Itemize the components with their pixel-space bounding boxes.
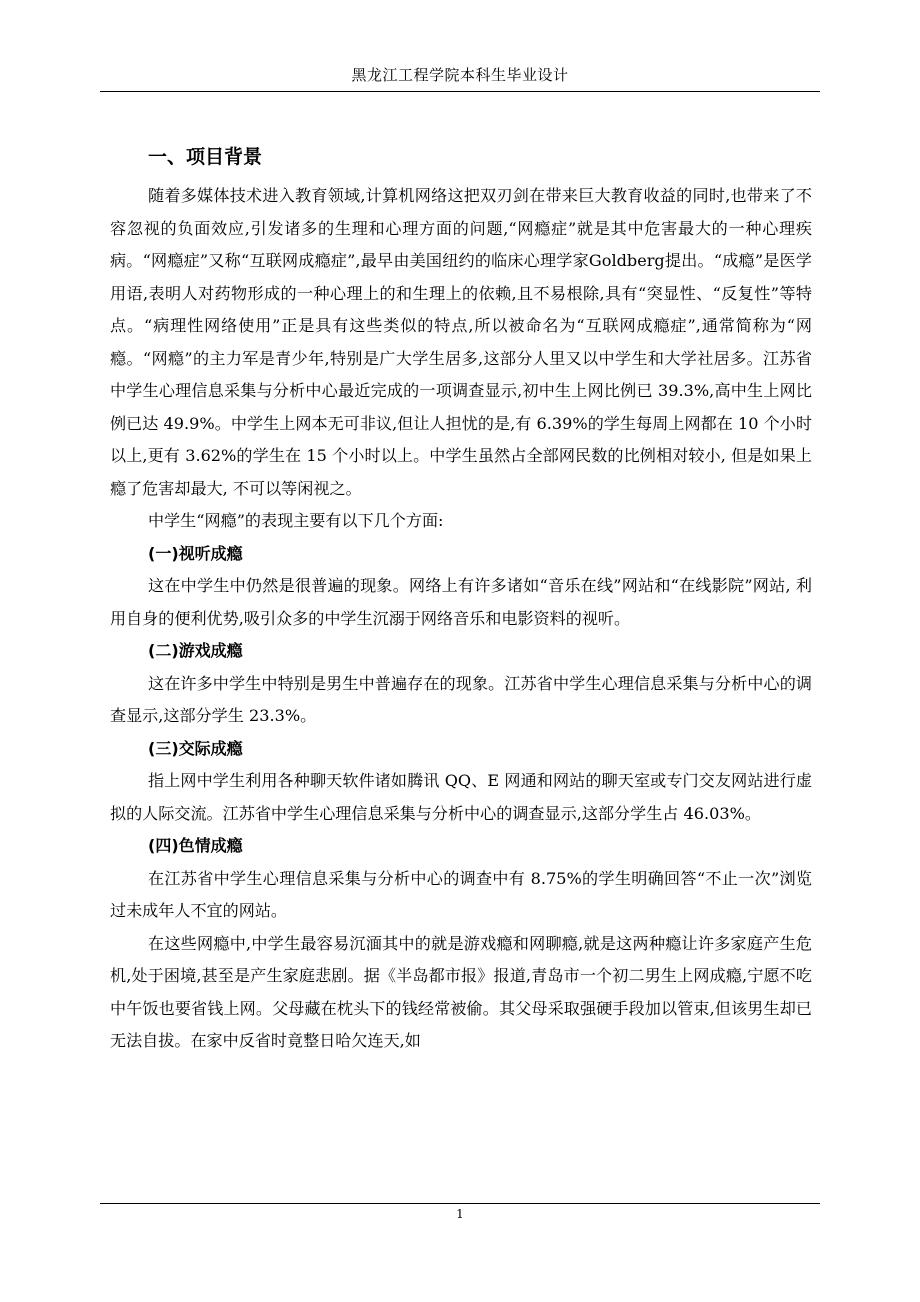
subheading-gaming: (二)游戏成瘾 — [148, 641, 243, 660]
paragraph-social: 指上网中学生利用各种聊天软件诸如腾讯 QQ、E 网通和网站的聊天室或专门交友网站进行虚拟的人际交流。江苏省中学生心理信息采集与分析中心的调查显示,这部分学生占 46.03%。 — [110, 771, 812, 823]
header-rule — [100, 91, 820, 92]
paragraph-audiovisual: 这在中学生中仍然是很普遍的现象。网络上有许多诸如“音乐在线”网站和“在线影院”网站, 利用自身的便利优势,吸引众多的中学生沉溺于网络音乐和电影资料的视听。 — [110, 576, 812, 628]
page-number: 1 — [456, 1207, 464, 1221]
paragraph-pornography: 在江苏省中学生心理信息采集与分析中心的调查中有 8.75%的学生明确回答“不止一次”浏览过未成年人不宜的网站。 — [110, 868, 812, 920]
subheading-social: (三)交际成瘾 — [148, 738, 243, 758]
footer-rule — [100, 1203, 820, 1204]
running-header: 黑龙江工程学院本科生毕业设计 — [351, 66, 569, 84]
intro-paragraph: 随着多媒体技术进入教育领域,计算机网络这把双刃剑在带来巨大教育收益的同时,也带来了不容忽视的负面效应,引发诸多的生理和心理方面的问题,“网瘾症”就是其中危害最大的一种心理疾病。“网瘾症”又称“互联网成瘾症”,最早由美国纽约的临床心理学家Goldberg提出。“成瘾”是医学用语,表明人对药物形成的一种心理上的和生理上的依赖,且不易根除,具有“突显性、“反复性”等特点。“病理性网络使用”正是具有这些类似的特点,所以被命名为“互联网成瘾症”,通常简称为“网瘾。“网瘾”的主力军是青少年,特别是广大学生居多,这部分人里又以中学生和大学社居多。江苏省中学生心理信息采集与分析中心最近完成的一项调查显示,初中生上网比例已 39.3%,高中生上网比例已达 49.9%。中学生上网本无可非议,但让人担忧的是,有 6.39%的学生每周上网都在 10 个小时以上,更有 3.62%的学生在 15 个小时以上。中学生虽然占全部网民数的比例相对较小, 但是如果上瘾了危害却最大, 不可以等闲视之。 — [110, 186, 812, 498]
paragraph-gaming: 这在许多中学生中特别是男生中普遍存在的现象。江苏省中学生心理信息采集与分析中心的调查显示,这部分学生 23.3%。 — [110, 673, 812, 725]
closing-paragraph: 在这些网瘾中,中学生最容易沉湎其中的就是游戏瘾和网聊瘾,就是这两种瘾让许多家庭产生危机,处于困境,甚至是产生家庭悲剧。据《半岛都市报》报道,青岛市一个初二男生上网成瘾,宁愿不吃中午饭也要省钱上网。父母藏在枕头下的钱经常被偷。其父母采取强硬手段加以管束,但该男生却已无法自拔。在家中反省时竟整日哈欠连天,如 — [110, 933, 812, 1050]
lead-in-paragraph: 中学生“网瘾”的表现主要有以下几个方面: — [148, 511, 444, 530]
section-title: 一、项目背景 — [148, 146, 263, 168]
subheading-pornography: (四)色情成瘾 — [148, 836, 243, 855]
subheading-audiovisual: (一)视听成瘾 — [148, 543, 243, 563]
page-content — [110, 140, 812, 1058]
